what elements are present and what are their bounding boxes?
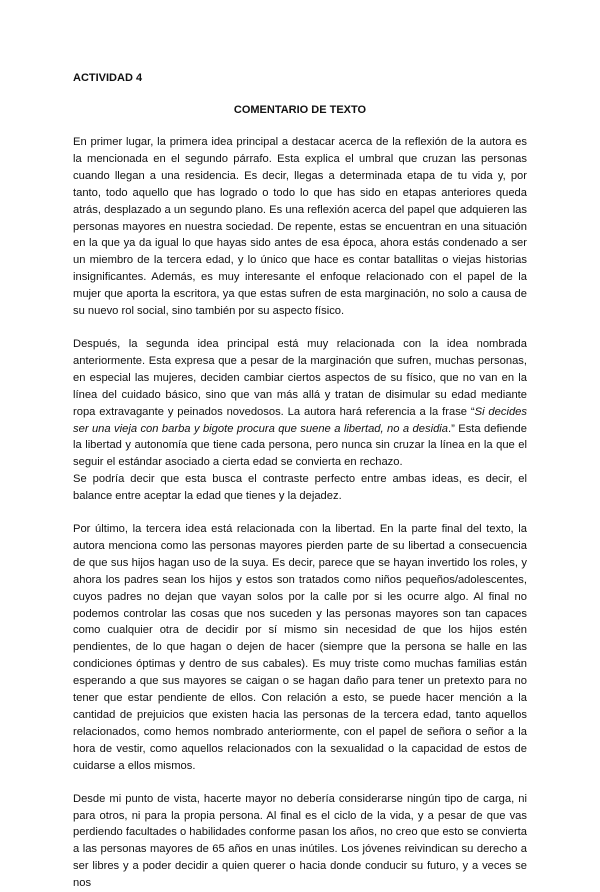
paragraph-opinion: Desde mi punto de vista, hacerte mayor no debería considerarse ningún tipo de carga, ni para otros, ni para la propia persona. Al final es el ciclo de la vida, y a pesar de que vas perdiendo facultades o habilidades conforme pasan los años, no creo que esto se convierta a las personas mayores de 65 años en unas inútiles. Los jóvenes reivindican su derecho a ser libres y a poder decidir a quien querer o hacia donde conducir su futuro, y a veces se nos bbox=[73, 792, 528, 890]
paragraph-first-idea: En primer lugar, la primera idea principal a destacar acerca de la reflexión de la autora es la mencionada en el segundo párrafo. Esta explica el umbral que cruzan las personas cuando llegan a una residencia. Es decir, llegas a determinada etapa de tu vida y, por tanto, todo aquello que has logrado o todo lo que has sido en etapas anteriores queda atrás, desplazado a un segundo plano. Es una reflexión acerca del papel que adquieren las personas mayores en nuestra sociedad. De repente, estas se encuentran en una situación en la que ya da igual lo que hayas sido antes de esa época, ahora estás condenado a ser un miembro de la tercera edad, y lo único que hace es contar batallitas o viejas historias insignificantes. Además, es muy interesante el enfoque relacionado con el papel de la mujer que aporta la escritora, ya que estas sufren de esta marginación, no solo a causa de su nuevo rol social, sino también por su aspecto físico. bbox=[73, 136, 527, 318]
activity-heading: ACTIVIDAD 4 bbox=[73, 72, 143, 84]
paragraph-second-idea-continuation: Se podría decir que esta busca el contraste perfecto entre ambas ideas, es decir, el balance entre aceptar la edad que tienes y la dejadez. bbox=[73, 473, 527, 503]
paragraph-third-idea: Por último, la tercera idea está relacionada con la libertad. En la parte final del texto, la autora menciona como las personas mayores pierden parte de su libertad a consecuencia de que sus hijos hagan uso de la suya. Es decir, parece que se hayan invertido los roles, y ahora los padres sean los hijos y estos son tratados como niños pequeños/adolescentes, cuyos padres no dejan que vayan solos por la calle por si les ocurre algo. Al final no podemos controlar las cosas que nos suceden y las personas mayores son tan capaces como cualquier otra de decidir por sí mismo sin necesidad de que los hijos estén pendientes, de lo que hagan o dejen de hacer (siempre que la persona se halle en las condiciones óptimas y dentro de sus cabales). Es muy triste como muchas familias están esperando a que sus mayores se caigan o se hagan daño para tener un pretexto para no tener que estar pendiente de ellos. Con relación a esto, se puede hacer mención a la cantidad de prejuicios que existen hacia las personas de la tercera edad, tanto aquellos relacionados, como hemos nombrado anteriormente, con el papel de señora o señor a la hora de vestir, como aquellos relacionados con la sexualidad o la capacidad de estos de cuidarse a ellos mismos. bbox=[73, 523, 527, 772]
paragraph-second-idea-text-after: .” Esta defiende la libertad y autonomía que tiene cada persona, pero nunca sin cruzar la línea en la que el seguir el estándar asociado a cierta edad se convierta en rechazo. bbox=[73, 422, 527, 469]
document-title: COMENTARIO DE TEXTO bbox=[233, 104, 367, 116]
paragraph-second-idea bbox=[73, 336, 527, 505]
quoted-phrase: Si decides ser una vieja con barba y bigote procura que suene a libertad, no a desidia bbox=[73, 405, 527, 435]
paragraph-second-idea-text-before: Después, la segunda idea principal está muy relacionada con la idea nombrada anteriormente. Esta expresa que a pesar de la marginación que sufren, muchas personas, en especial las mujeres, deciden cambiar ciertos aspectos de su físico, que no van en la línea del cuidado básico, sino que van más allá y tratan de disimular su edad mediante ropa extravagante y peinados novedosos. La autora hará referencia a la frase “ bbox=[73, 337, 527, 418]
